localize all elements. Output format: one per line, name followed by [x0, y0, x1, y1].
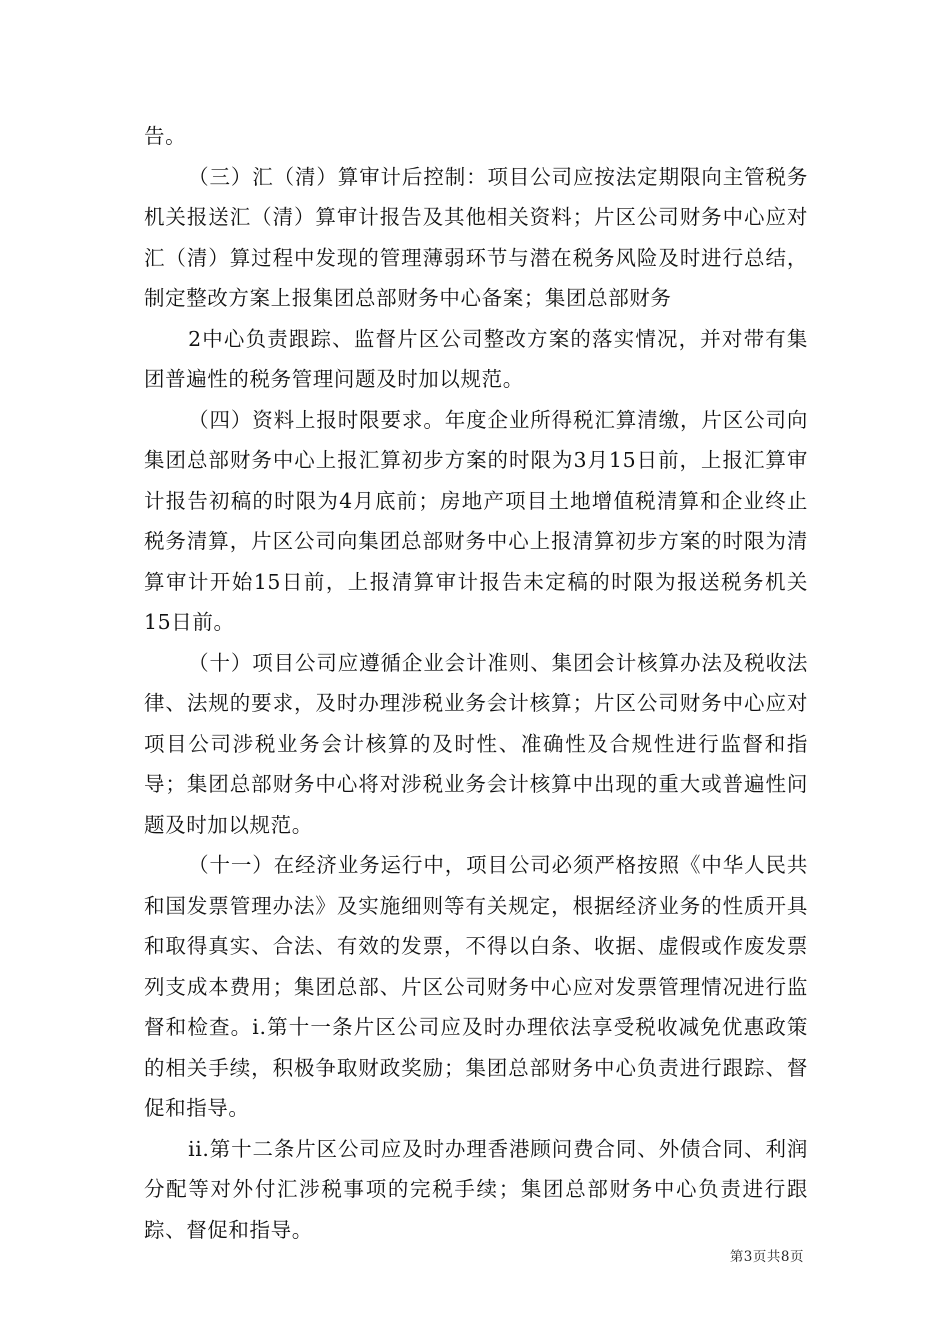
paragraph-section-3: （三）汇（清）算审计后控制：项目公司应按法定期限向主管税务机关报送汇（清）算审计报告及其他相关资料；片区公司财务中心应对汇（清）算过程中发现的管理薄弱环节与潜在税务风险及时进行总结，制定整改方案上报集团总部财务中心备案；集团总部财务 [144, 164, 808, 310]
paragraph-section-10: （十）项目公司应遵循企业会计准则、集团会计核算办法及税收法律、法规的要求，及时办理涉税业务会计核算；片区公司财务中心应对项目公司涉税业务会计核算的及时性、准确性及合规性进行监督和指导；集团总部财务中心将对涉税业务会计核算中出现的重大或普遍性问题及时加以规范。 [144, 650, 808, 837]
paragraph-section-11: （十一）在经济业务运行中，项目公司必须严格按照《中华人民共和国发票管理办法》及实施细则等有关规定，根据经济业务的性质开具和取得真实、合法、有效的发票，不得以白条、收据、虚假或作废发票列支成本费用；集团总部、片区公司财务中心应对发票管理情况进行监督和检查。i.第十一条片区公司应及时办理依法享受税收减免优惠政策的相关手续，积极争取财政奖励；集团总部财务中心负责进行跟踪、督促和指导。 [144, 853, 808, 1120]
document-body [144, 116, 808, 1250]
paragraph-continuation: 告。 [144, 124, 187, 148]
paragraph-section-4: （四）资料上报时限要求。年度企业所得税汇算清缴，片区公司向集团总部财务中心上报汇算初步方案的时限为3月15日前，上报汇算审计报告初稿的时限为4月底前；房地产项目土地增值税清算和企业终止税务清算，片区公司向集团总部财务中心上报清算初步方案的时限为清算审计开始15日前，上报清算审计报告未定稿的时限为报送税务机关15日前。 [144, 407, 808, 634]
paragraph-article-12: ii.第十二条片区公司应及时办理香港顾问费合同、外债合同、利润分配等对外付汇涉税事项的完税手续；集团总部财务中心负责进行跟踪、督促和指导。 [144, 1136, 808, 1242]
page-number-footer: 第3页共8页 [729, 1249, 804, 1265]
paragraph-section-3-continued: 2中心负责跟踪、监督片区公司整改方案的落实情况，并对带有集团普遍性的税务管理问题及时加以规范。 [144, 326, 808, 391]
